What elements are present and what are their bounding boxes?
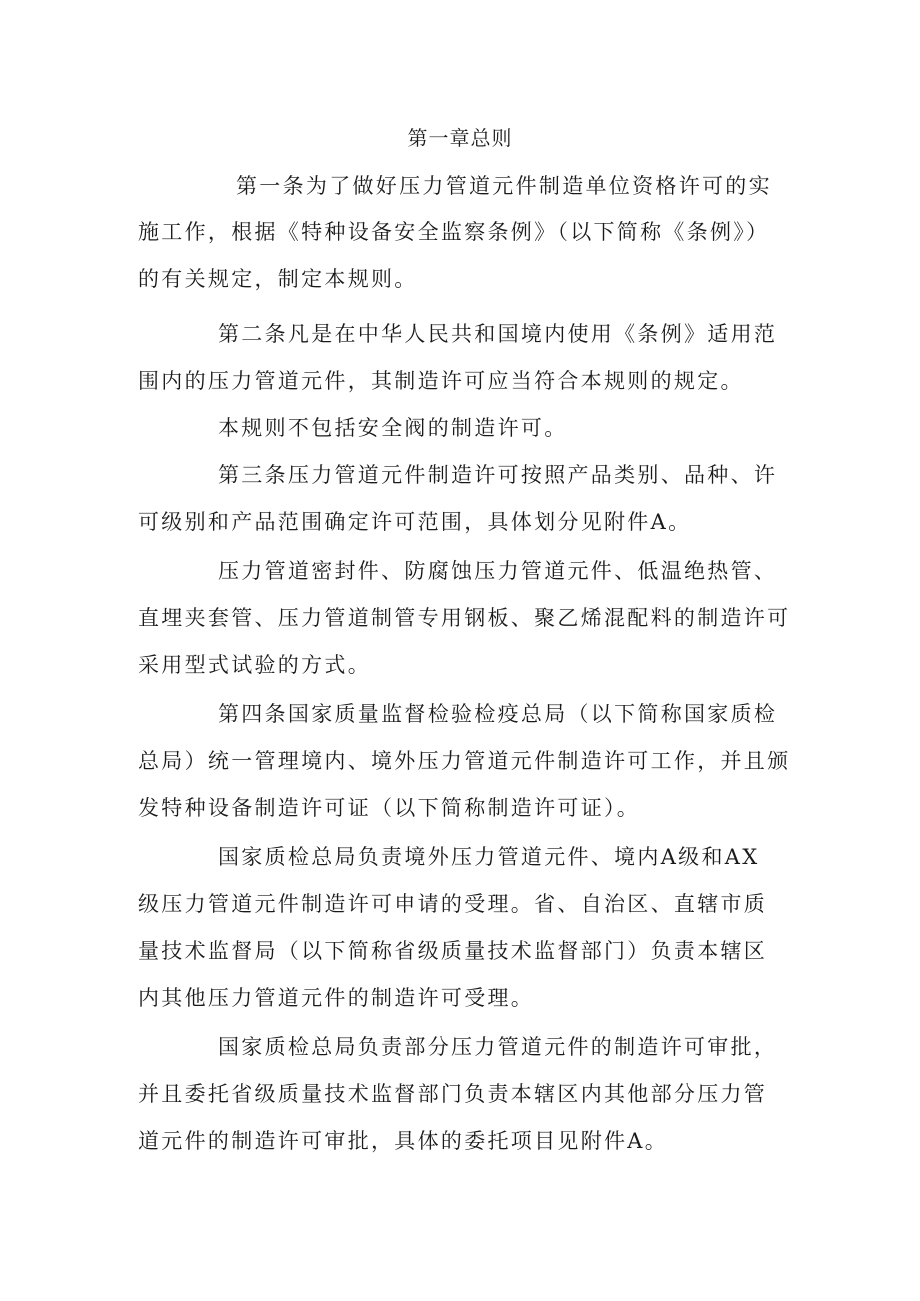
- article-4-paragraph-2-line-1: 国家质检总局负责境外压力管道元件、境内A级和AX: [218, 845, 760, 869]
- chapter-title: 第一章总则: [407, 126, 513, 150]
- article-1-line-3: 的有关规定，制定本规则。: [138, 267, 418, 291]
- article-4-line-2: 总局）统一管理境内、境外压力管道元件制造许可工作，并且颁: [138, 749, 791, 773]
- article-4-paragraph-2-line-2: 级压力管道元件制造许可申请的受理。省、自治区、直辖市质: [138, 892, 768, 916]
- article-3-line-1: 第三条压力管道元件制造许可按照产品类别、品种、许: [218, 463, 778, 487]
- article-2-paragraph-2: 本规则不包括安全阀的制造许可。: [218, 416, 568, 440]
- article-4-line-1: 第四条国家质量监督检验检疫总局（以下简称国家质检: [218, 702, 778, 726]
- article-4-paragraph-3-line-1: 国家质检总局负责部分压力管道元件的制造许可审批，: [218, 1035, 778, 1059]
- article-4-line-3: 发特种设备制造许可证（以下简称制造许可证）。: [138, 796, 641, 820]
- article-3-paragraph-2-line-1: 压力管道密封件、防腐蚀压力管道元件、低温绝热管、: [218, 559, 778, 583]
- article-3-paragraph-2-line-2: 直埋夹套管、压力管道制管专用钢板、聚乙烯混配料的制造许可: [138, 606, 791, 630]
- article-4-paragraph-3-line-3: 道元件的制造许可审批，具体的委托项目见附件A。: [138, 1129, 669, 1153]
- article-3-paragraph-2-line-3: 采用型式试验的方式。: [138, 653, 371, 677]
- article-4-paragraph-2-line-4: 内其他压力管道元件的制造许可受理。: [138, 986, 535, 1010]
- article-4-paragraph-3-line-2: 并且委托省级质量技术监督部门负责本辖区内其他部分压力管: [138, 1082, 768, 1106]
- article-2-line-1: 第二条凡是在中华人民共和国境内使用《条例》适用范: [218, 322, 778, 346]
- article-1-line-2: 施工作，根据《特种设备安全监察条例》（以下简称《条例》）: [138, 220, 770, 244]
- article-2-line-2: 围内的压力管道元件，其制造许可应当符合本规则的规定。: [138, 369, 744, 393]
- article-3-line-2: 可级别和产品范围确定许可范围，具体划分见附件A。: [138, 510, 692, 534]
- article-4-paragraph-2-line-3: 量技术监督局（以下简称省级质量技术监督部门）负责本辖区: [138, 939, 768, 963]
- article-1-line-1: 第一条为了做好压力管道元件制造单位资格许可的实: [236, 174, 772, 198]
